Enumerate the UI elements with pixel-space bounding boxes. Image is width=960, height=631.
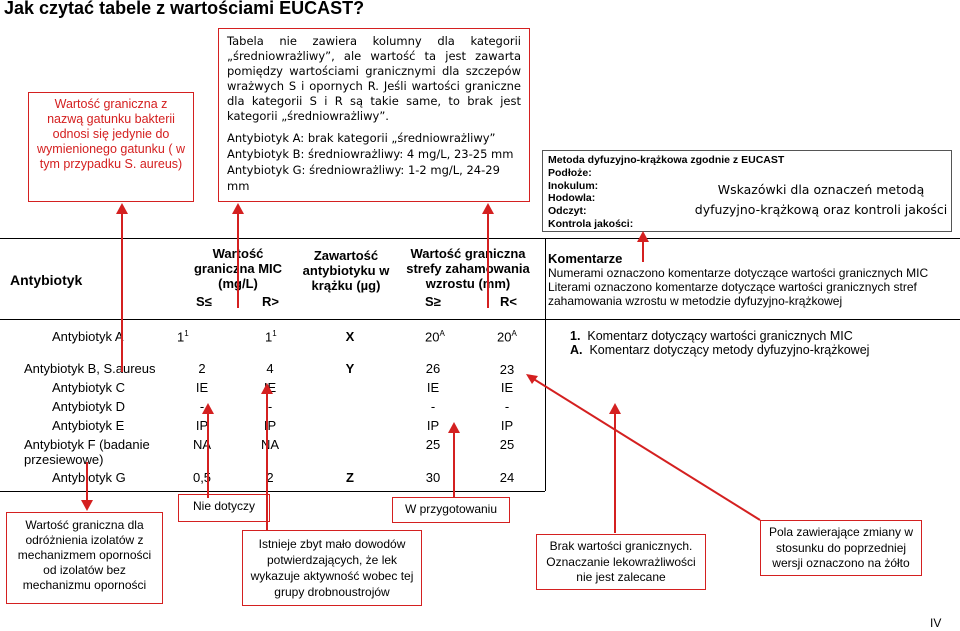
arrow-insufficient <box>266 393 268 531</box>
page-title: Jak czytać tabele z wartościami EUCAST? <box>4 0 365 18</box>
changes-note <box>760 520 922 576</box>
no-breakpoints-text: Brak wartości granicznych. Oznaczanie lekowrażliwości nie jest zalecane <box>546 539 696 584</box>
intermediate-category-note <box>218 28 530 202</box>
arrow-screening <box>86 462 88 500</box>
row-e-zone-s: IP <box>426 418 440 433</box>
intermediate-example-a: Antybiotyk A: brak kategorii „średniowrażliwy” <box>227 131 496 145</box>
row-a-mic-r-value: 1 <box>265 329 273 345</box>
row-g-zone-s: 30 <box>425 470 441 485</box>
row-e-zone-r: IP <box>500 418 514 433</box>
arrow-intermediate-2 <box>487 214 489 308</box>
row-b-mic-s: 2 <box>198 361 206 376</box>
row-e-name: Antybiotyk E <box>52 418 125 433</box>
method-title: Metoda dyfuzyjno-krążkowa zgodnie z EUCAST <box>548 154 785 166</box>
row-c-name: Antybiotyk C <box>52 380 125 395</box>
arrow-in-preparation <box>453 432 455 498</box>
in-preparation-text: W przygotowaniu <box>404 502 498 516</box>
row-a-zone-r-value: 20 <box>497 329 512 345</box>
row-g-zone-r: 24 <box>499 470 515 485</box>
table-header-border <box>0 319 960 320</box>
comment-a-letter: A. <box>570 343 583 357</box>
no-breakpoints-note <box>536 534 706 590</box>
row-g-name: Antybiotyk G <box>52 470 126 485</box>
row-a-zone-r-note: A <box>511 329 517 338</box>
method-reading: Odczyt: <box>548 205 587 218</box>
arrow-intermediate-1-head <box>232 203 244 214</box>
row-d-name: Antybiotyk D <box>52 399 125 414</box>
row-g-mic-s: 0,5 <box>192 470 212 485</box>
comments-desc-mic: Numerami oznaczono komentarze dotyczące wartości granicznych MIC <box>548 266 929 280</box>
arrow-changes-icon <box>520 370 770 530</box>
row-f-zone-s: 25 <box>425 437 441 452</box>
in-preparation-note <box>392 497 510 523</box>
row-a-mic-r-note: 1 <box>272 329 277 338</box>
header-disk-content: Zawartość antybiotyku w krążku (µg) <box>302 248 390 293</box>
intermediate-example-b: Antybiotyk B: średniowrażliwy: 4 mg/L, 23-25 mm <box>227 147 514 161</box>
page-number: IV <box>930 616 942 630</box>
header-mic: Wartość graniczna MIC (mg/L) <box>193 246 283 291</box>
row-g-mic-r: 2 <box>266 470 274 485</box>
comments-desc-zone: Literami oznaczono komentarze dotyczące wartości granicznych stref <box>548 280 917 294</box>
row-b-disk: Y <box>345 361 355 376</box>
row-f-name: Antybiotyk F (badanie przesiewowe) <box>24 437 150 467</box>
row-f-mic-r: NA <box>260 437 280 452</box>
comments-description <box>548 266 928 308</box>
arrow-in-preparation-head <box>448 422 460 433</box>
comment-1-number: 1. <box>570 329 581 343</box>
arrow-insufficient-head <box>261 383 273 394</box>
row-g-disk: Z <box>346 470 354 485</box>
row-a-zone-s <box>425 329 445 344</box>
row-d-zone-r: - <box>504 399 510 414</box>
arrow-screening-head <box>81 500 93 511</box>
intermediate-explanation: Tabela nie zawiera kolumny dla kategorii „średniowrażliwy”, ale wartość ta jest zawarta pomiędzy wartościami granicznymi dla szczepów wrażwych S i opornych R. Jeśli wartości graniczne dla kategorii S i R są takie same, to brak jest kategorii „średniowrażliwy”. <box>227 34 521 123</box>
screening-text: Wartość graniczna dla odróżnienia izolatów z mechanizmem oporności od izolatów bez mechanizmu oporności <box>17 518 152 592</box>
arrow-species <box>121 214 123 372</box>
row-a-zone-s-value: 20 <box>425 329 440 345</box>
arrow-method-head <box>637 231 649 242</box>
header-antibiotic: Antybiotyk <box>10 272 83 288</box>
arrow-method <box>642 240 644 262</box>
row-f-zone-r: 25 <box>499 437 515 452</box>
row-a-mic-r <box>265 329 277 344</box>
comments-desc-zone-cont: zahamowania wzrostu w metodzie dyfuzyjno-krążkowej <box>548 294 843 308</box>
row-d-mic-r: - <box>267 399 273 414</box>
row-c-zone-s: IE <box>426 380 440 395</box>
method-medium: Podłoże: <box>548 166 592 179</box>
species-breakpoint-text: Wartość graniczna z nazwą gatunku bakterii odnosi się jedynie do wymienionego gatunku ( w tym przypadku S. aureus) <box>37 97 185 171</box>
row-c-mic-r: IE <box>263 380 277 395</box>
screening-note <box>6 512 163 604</box>
row-c-mic-s: IE <box>195 380 209 395</box>
insufficient-evidence-text: Istnieje zbyt mało dowodów potwierdzających, że lek wykazuje aktywność wobec tej grupy drobnoustrojów <box>250 537 414 599</box>
row-a-mic-s-note: 1 <box>184 329 189 338</box>
insufficient-evidence-note <box>242 530 422 606</box>
header-comments: Komentarze <box>548 251 623 266</box>
comment-1 <box>570 329 853 343</box>
row-a-mic-s <box>177 329 189 344</box>
method-quality-control: Kontrola jakości: <box>548 217 634 230</box>
comment-a-text: Komentarz dotyczący metody dyfuzyjno-krążkowej <box>589 343 870 357</box>
row-f-mic-s: NA <box>192 437 212 452</box>
table-top-border <box>0 238 960 239</box>
row-b-name: Antybiotyk B, S.aureus <box>24 361 156 376</box>
species-breakpoint-note <box>28 92 194 202</box>
arrow-intermediate-1 <box>237 214 239 308</box>
row-d-zone-s: - <box>430 399 436 414</box>
header-zone: Wartość graniczna strefy zahamowania wzrostu (mm) <box>406 246 530 291</box>
method-inoculum: Inokulum: <box>548 179 599 192</box>
comment-a <box>570 343 869 357</box>
row-d-mic-s: - <box>199 399 205 414</box>
method-hint: Wskazówki dla oznaczeń metodą dyfuzyjno-krążkową oraz kontroli jakości <box>694 182 948 217</box>
arrow-changes <box>520 370 770 530</box>
comment-1-text: Komentarz dotyczący wartości granicznych MIC <box>587 329 853 343</box>
table-bottom-border <box>0 491 545 492</box>
arrow-not-applicable <box>207 413 209 498</box>
row-a-disk: X <box>345 329 355 344</box>
not-applicable-note <box>178 494 270 522</box>
arrow-intermediate-2-head <box>482 203 494 214</box>
row-a-zone-r <box>497 329 517 344</box>
row-e-mic-s: IP <box>195 418 209 433</box>
intermediate-example-g: Antybiotyk G: średniowrażliwy: 1-2 mg/L, 24-29 mm <box>227 163 500 193</box>
arrow-not-applicable-head <box>202 403 214 414</box>
method-incubation: Hodowla: <box>548 192 596 205</box>
header-zone-r: R< <box>500 294 517 309</box>
not-applicable-text: Nie dotyczy <box>192 499 256 513</box>
header-zone-s: S≥ <box>425 294 441 309</box>
row-e-mic-r: IP <box>263 418 277 433</box>
row-a-zone-s-note: A <box>439 329 445 338</box>
row-b-mic-r: 4 <box>266 361 274 376</box>
header-mic-r: R> <box>262 294 279 309</box>
row-c-zone-r: IE <box>500 380 514 395</box>
row-a-name: Antybiotyk A <box>52 329 124 344</box>
row-b-zone-s: 26 <box>425 361 441 376</box>
arrow-species-head <box>116 203 128 214</box>
row-a-mic-s-value: 1 <box>177 329 185 345</box>
intermediate-examples <box>227 130 521 194</box>
header-mic-s: S≤ <box>196 294 212 309</box>
changes-text: Pola zawierające zmiany w stosunku do poprzedniej wersji oznaczono na żółto <box>768 525 914 570</box>
row-b-zone-r: 23 <box>499 362 515 377</box>
